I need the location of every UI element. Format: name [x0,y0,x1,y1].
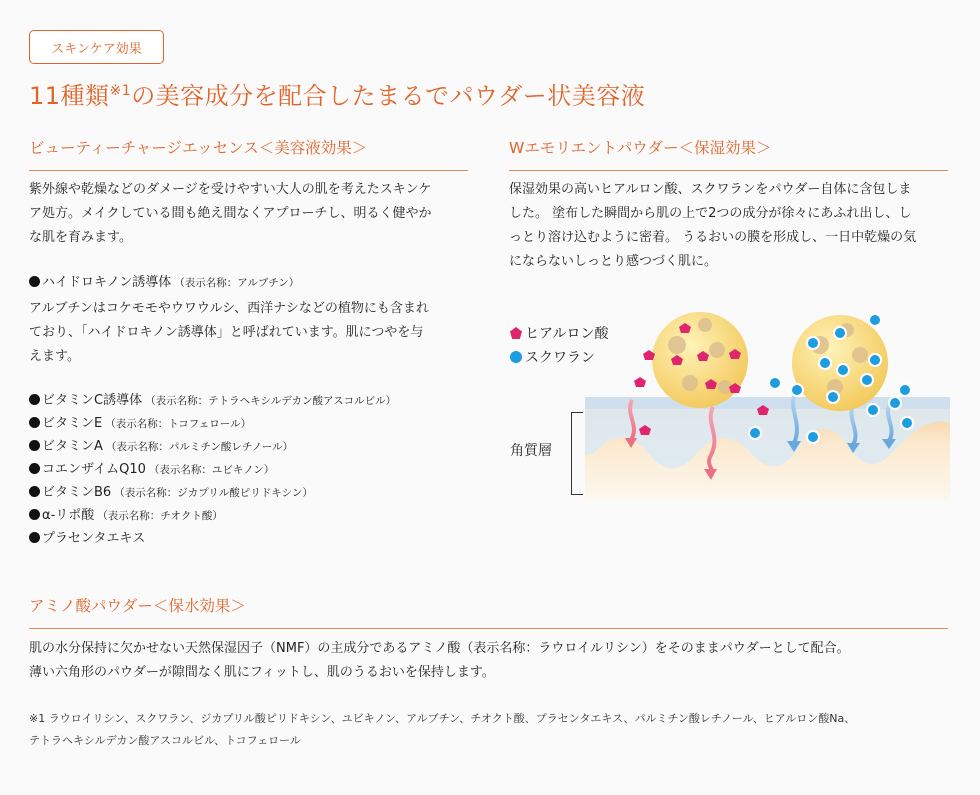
pentagon-icon [510,327,522,339]
bullet-icon [29,417,40,428]
emollient-description: 保湿効果の高いヒアルロン酸、スクワランをパウダー自体に含包しま した。 塗布した瞬間から肌の上で2つの成分が徐々にあふれ出し、し っとり溶け込むように密着。 うるおいの膜を形成し、一日中乾燥の気 にならないしっとり感つづく肌に。 [509,182,917,269]
bullet-icon [29,532,40,543]
list-item: ビタミンB6 （表示名称：ジカプリル酸ピリドキシン） [29,481,396,504]
legend-squalane: スクワラン [510,346,608,370]
list-item: α-リポ酸 （表示名称：チオクト酸） [29,504,396,527]
bullet-icon [29,276,40,287]
essence-intro: 紫外線や乾燥などのダメージを受けやすい大人の肌を考えたスキンケ ア処方。メイクしている間も絶え間なくアプローチし、明るく健やか な肌を育みます。 [29,182,432,245]
list-item: ビタミンA （表示名称：パルミチン酸レチノール） [29,435,396,458]
dot-icon [510,351,522,363]
bullet-icon [29,394,40,405]
stratum-bracket [571,412,583,495]
amino-description: 肌の水分保持に欠かせない天然保湿因子（NMF）の主成分であるアミノ酸（表示名称：ラウロイルリシン）をそのままパウダーとして配合。 薄い六角形のパウダーが隙間なく肌にフィットし、肌のうるおいを保持します。 [29,641,850,680]
list-item: ビタミンE （表示名称：トコフェロール） [29,412,396,435]
bullet-icon [29,486,40,497]
category-badge: スキンケア効果 [29,30,164,64]
arbutin-item: ハイドロキノン誘導体 （表示名称：アルブチン） [29,271,299,294]
amino-heading: アミノ酸パウダー＜保水効果＞ [29,594,948,629]
stratum-label: 角質層 [510,443,552,459]
emollient-heading: Wエモリエントパウダー＜保湿効果＞ [509,136,948,171]
essence-heading: ビューティーチャージエッセンス＜美容液効果＞ [29,136,468,171]
list-item: コエンザイムQ10 （表示名称：ユビキノン） [29,458,396,481]
page-title: 11種類$^{※1}$の美容成分を配合したまるでパウダー状美容液 [29,82,646,110]
footnote: ※1 ラウロイリシン、スクワラン、ジカプリル酸ピリドキシン、ユビキノン、アルブチン、チオクト酸、プラセンタエキス、パルミチン酸レチノール、ヒアルロン酸Na、 テトラヘキシルデカン酸アスコルビル、トコフェロール [29,712,856,747]
legend-hyaluronic: ヒアルロン酸 [510,322,608,346]
arbutin-description: アルブチンはコケモモやウワウルシ、西洋ナシなどの植物にも含まれ ており、「ハイドロキノン誘導体」と呼ばれています。肌につやを与 えます。 [29,301,429,364]
bullet-icon [29,463,40,474]
ingredient-list [29,389,396,550]
bullet-icon [29,440,40,451]
list-item: プラセンタエキス [29,527,396,550]
powder-skin-illustration [585,305,950,500]
bullet-icon [29,509,40,520]
list-item: ビタミンC誘導体 （表示名称：テトラヘキシルデカン酸アスコルビル） [29,389,396,412]
